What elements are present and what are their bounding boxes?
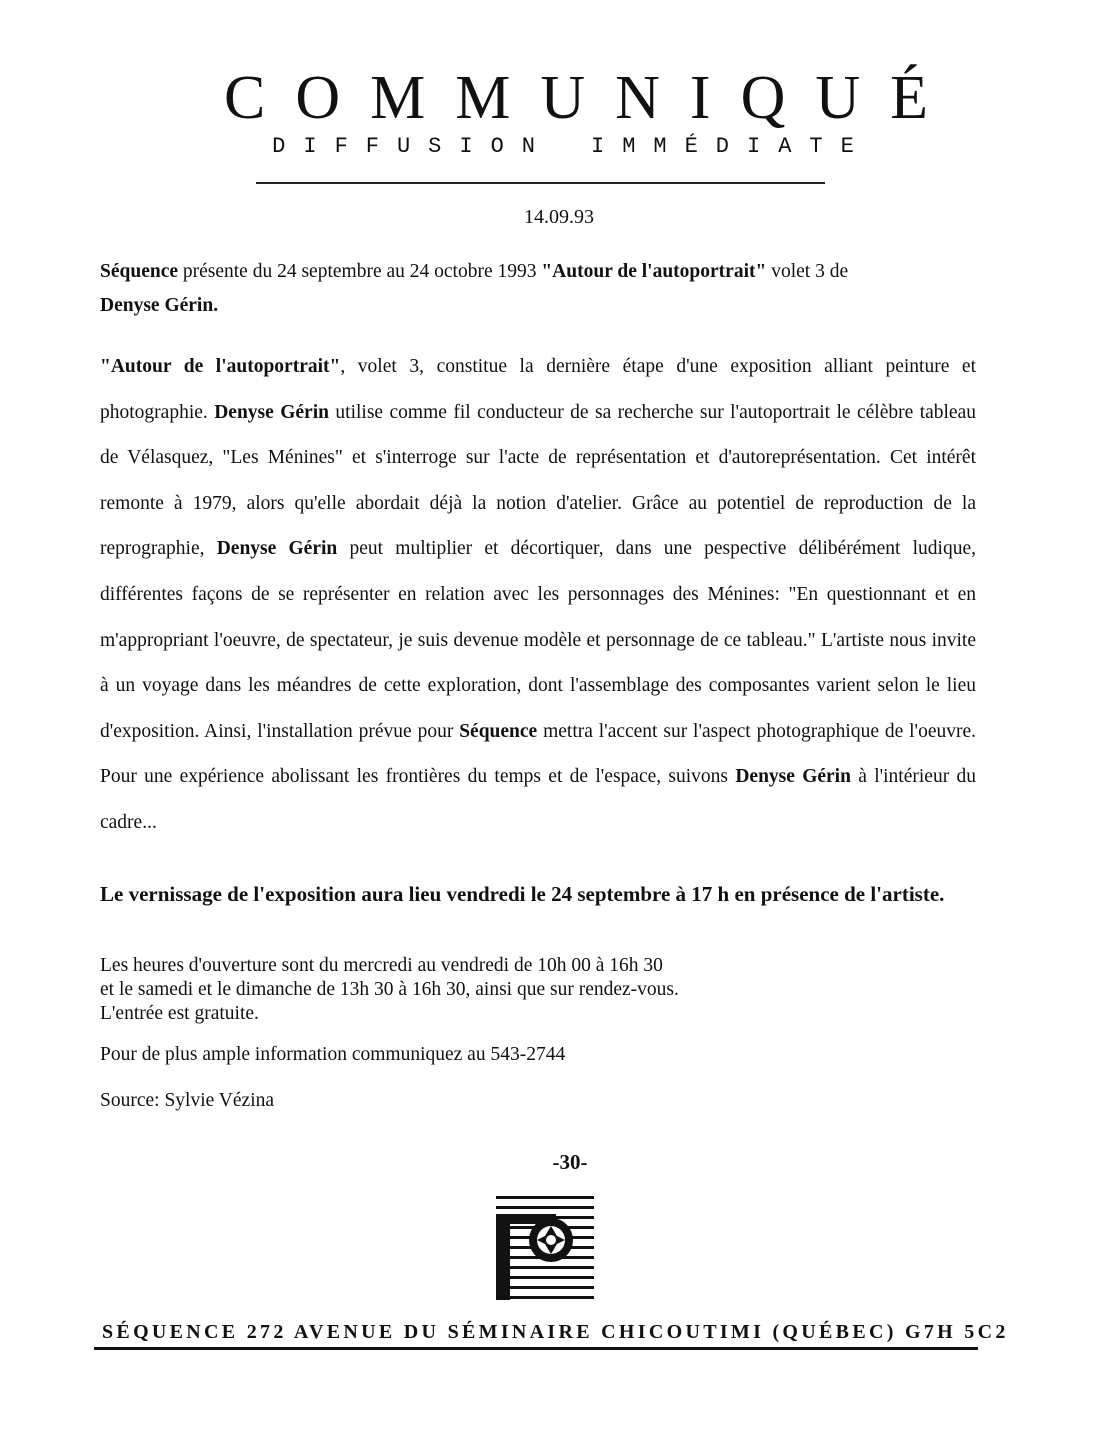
end-marker: -30- — [552, 1150, 588, 1174]
subtitle-word-1: DIFFUSION — [272, 134, 553, 159]
footer-divider — [94, 1347, 978, 1350]
header-divider — [256, 182, 825, 184]
body-text: peut multiplier et décortiquer, dans une pespective délibérément ludique, différentes façons de se représenter en relation avec les personnages des Ménines: "En questionnant et en m'appropriant l'oeuvre, de spectateur, je suis devenue modèle et personnage de ce tableau." L'artiste nous invite à un voyage dans les méandres de cette exploration, dont l'assemblage des composantes varient selon le lieu d'exposition. Ainsi, l'installation prévue pour — [100, 538, 976, 742]
org-name: Séquence — [459, 720, 538, 742]
release-date: 14.09.93 — [524, 206, 594, 228]
sequence-logo-icon — [496, 1196, 594, 1300]
body-text: mettra l'accent sur l'aspect photographique de l'oeuvre. Pour une expérience abolissant les frontières du temps et de l'espace, suivons — [100, 720, 976, 788]
body-text: à l'intérieur du cadre... — [100, 766, 976, 833]
body-text: utilise comme fil conducteur de sa recherche sur l'autoportrait le célèbre tableau de Vélasquez, "Les Ménines" et s'interroge sur l'acte de représentation et d'autoreprésentation. Cet intérêt remonte à 1979, alors qu'elle abordait déjà la notion d'atelier. Grâce au potentiel de reproduction de la reprographie, — [100, 401, 976, 560]
body-text: , volet 3, constitue la dernière étape d'une exposition alliant peinture et photographie. — [100, 356, 976, 423]
artist-name: Denyse Gérin — [216, 538, 338, 560]
opening-hours — [100, 954, 976, 1026]
org-name: Séquence — [100, 261, 178, 282]
subtitle-word-2: IMMÉDIATE — [591, 134, 872, 159]
intro-paragraph — [100, 255, 976, 323]
show-title: "Autour de l'autoportrait" — [541, 261, 767, 282]
intro-text: présente du 24 septembre au 24 octobre 1993 — [178, 261, 542, 282]
artist-name: Denyse Gérin — [214, 401, 329, 423]
admission-line: L'entrée est gratuite. — [100, 1003, 259, 1024]
vernissage-notice: Le vernissage de l'exposition aura lieu vendredi le 24 septembre à 17 h en présence de l'artiste. — [100, 882, 945, 906]
page-title: COMMUNIQUÉ — [224, 64, 958, 132]
body-paragraph — [100, 344, 976, 846]
hours-line: Les heures d'ouverture sont du mercredi au vendredi de 10h 00 à 16h 30 — [100, 955, 663, 976]
contact-info: Pour de plus ample information communiquez au 543-2744 — [100, 1044, 566, 1065]
artist-name: Denyse Gérin. — [100, 295, 219, 316]
page-subtitle — [0, 133, 1118, 161]
show-title: "Autour de l'autoportrait" — [100, 356, 341, 377]
intro-text: volet 3 de — [766, 261, 849, 282]
source-line: Source: Sylvie Vézina — [100, 1090, 275, 1111]
artist-name: Denyse Gérin — [735, 766, 851, 788]
footer-address: SÉQUENCE 272 AVENUE DU SÉMINAIRE CHICOUTIMI (QUÉBEC) G7H 5C2 — [102, 1321, 1009, 1343]
hours-line: et le samedi et le dimanche de 13h 30 à 16h 30, ainsi que sur rendez-vous. — [100, 979, 679, 1000]
